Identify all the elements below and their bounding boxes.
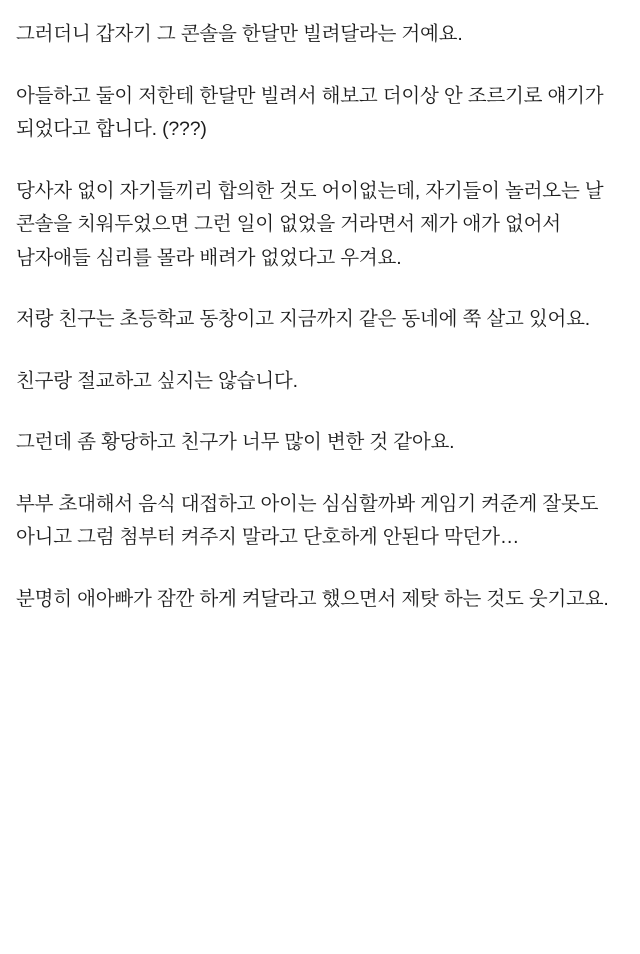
paragraph: 부부 초대해서 음식 대접하고 아이는 심심할까봐 게임기 켜준게 잘못도 아니고 그럼 첨부터 켜주지 말라고 단호하게 안된다 막던가… <box>16 492 604 549</box>
paragraph: 그러더니 갑자기 그 콘솔을 한달만 빌려달라는 거예요. <box>16 23 463 45</box>
paragraph: 당사자 없이 자기들끼리 합의한 것도 어이없는데, 자기들이 놀러오는 날 콘솔을 치워두었으면 그런 일이 없었을 거라면서 제가 애가 없어서 남자애들 심리를 몰라 배려가 없었다고 우겨요. <box>16 179 609 269</box>
paragraph: 친구랑 절교하고 싶지는 않습니다. <box>16 369 298 392</box>
paragraph: 분명히 애아빠가 잠깐 하게 켜달라고 했으면서 제탓 하는 것도 웃기고요. <box>16 587 609 610</box>
paragraph: 저랑 친구는 초등학교 동창이고 지금까지 같은 동네에 쭉 살고 있어요. <box>16 308 591 331</box>
paragraph: 그런데 좀 황당하고 친구가 너무 많이 변한 것 같아요. <box>16 431 455 454</box>
paragraph: 아들하고 둘이 저한테 한달만 빌려서 해보고 더이상 안 조르기로 얘기가 되었다고 합니다. (???) <box>16 84 609 141</box>
